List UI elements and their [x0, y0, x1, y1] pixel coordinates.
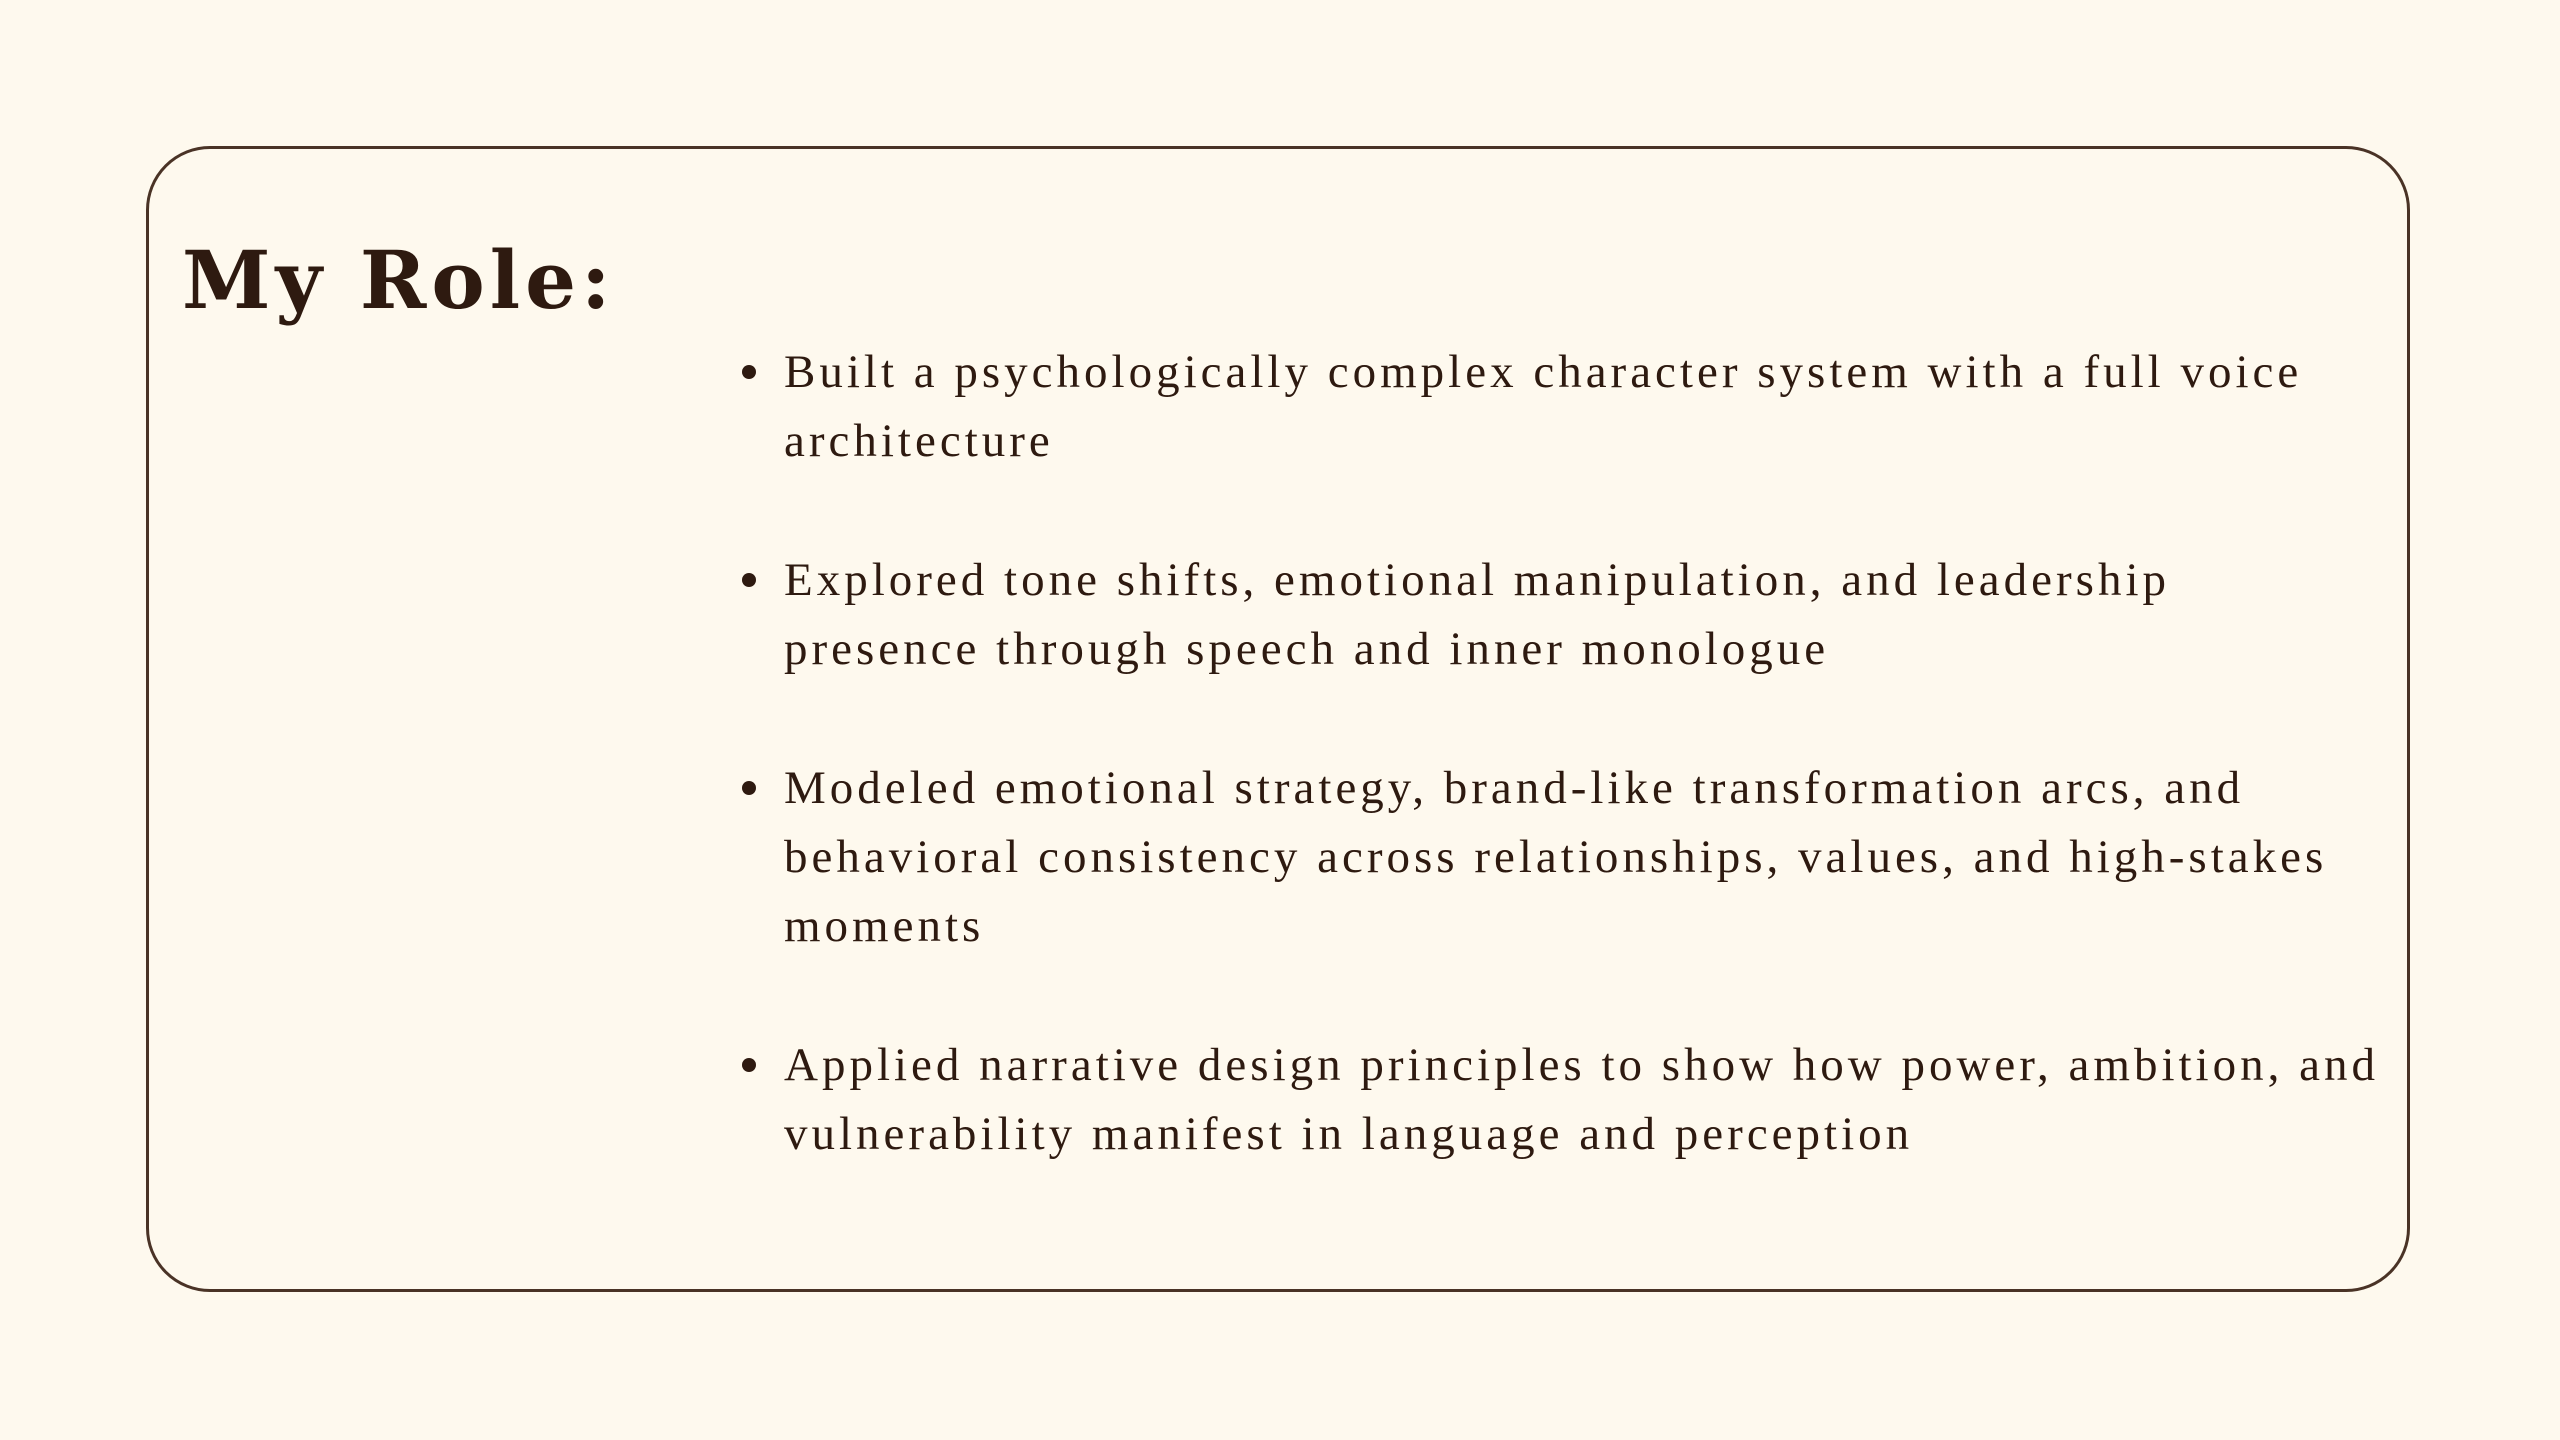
role-bullet-list — [740, 338, 2380, 1239]
bullet-item — [740, 754, 2380, 961]
bullet-icon — [742, 365, 756, 379]
page-title: My Role: — [182, 233, 616, 327]
bullet-text: Applied narrative design principles to show how power, ambition, and vulnerability manifest in language and perception — [784, 1039, 2379, 1160]
bullet-item — [740, 546, 2380, 684]
bullet-icon — [742, 781, 756, 795]
bullet-text: Modeled emotional strategy, brand-like transformation arcs, and behavioral consistency across relationships, values, and high-stakes moments — [784, 762, 2328, 952]
bullet-icon — [742, 1058, 756, 1072]
bullet-text: Built a psychologically complex character system with a full voice architecture — [784, 346, 2303, 467]
bullet-item — [740, 338, 2380, 476]
bullet-text: Explored tone shifts, emotional manipulation, and leadership presence through speech and inner monologue — [784, 554, 2171, 675]
bullet-icon — [742, 573, 756, 587]
bullet-item — [740, 1031, 2380, 1169]
